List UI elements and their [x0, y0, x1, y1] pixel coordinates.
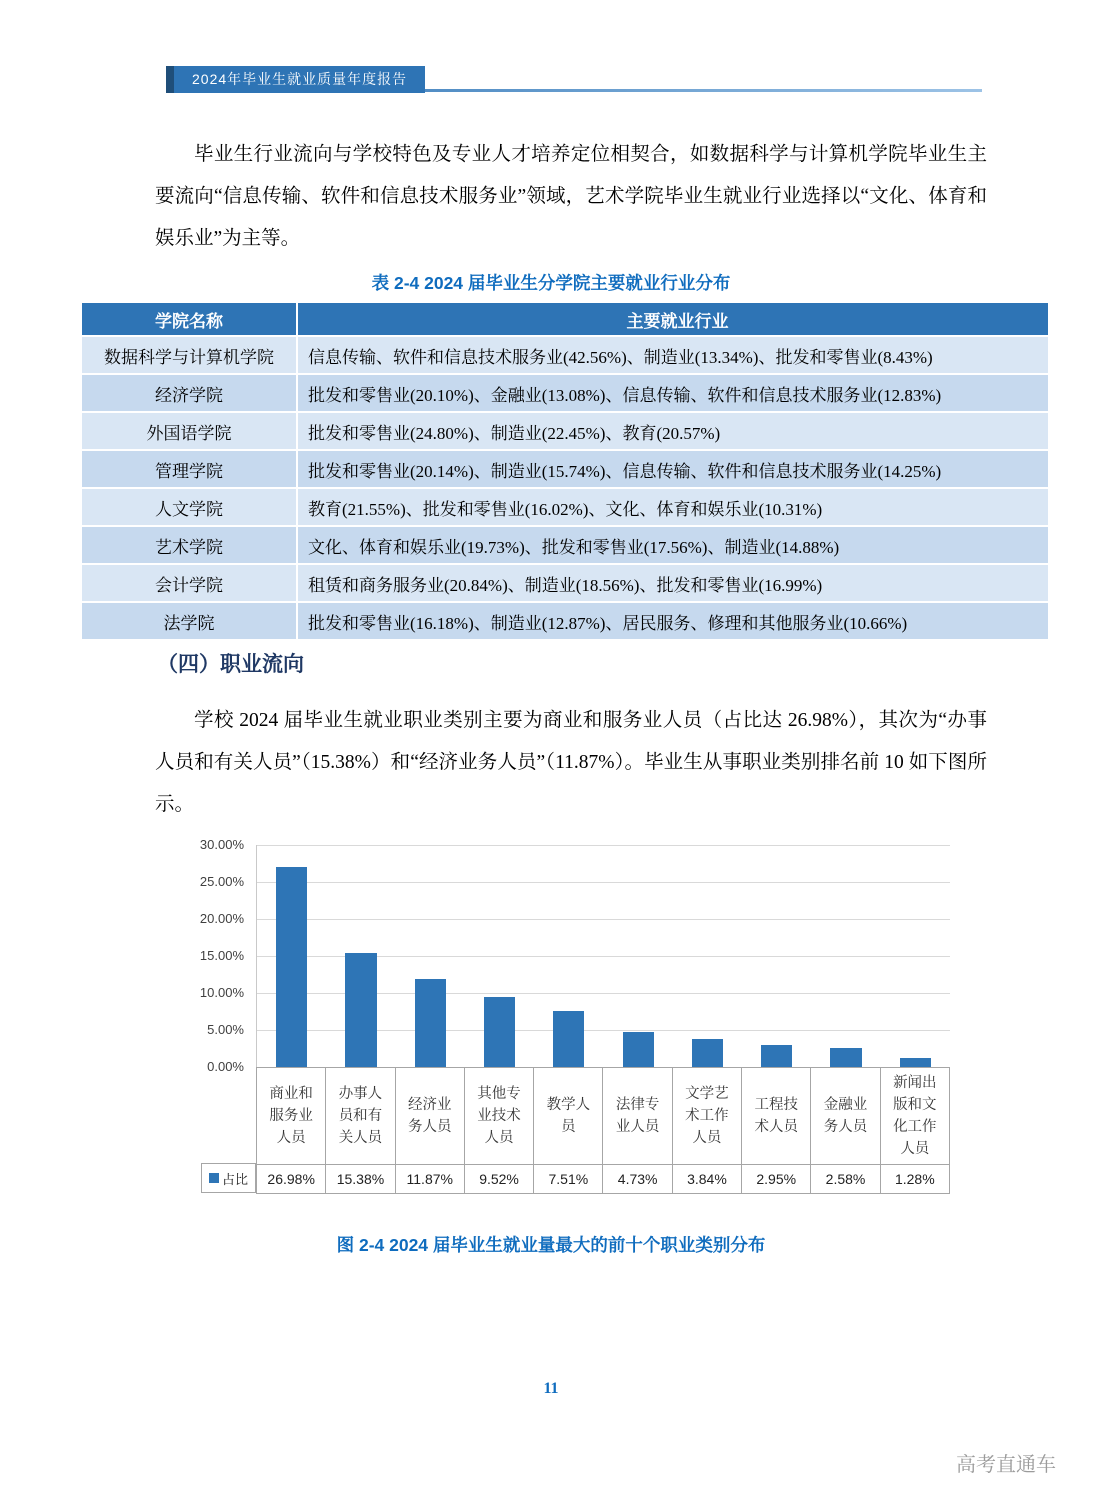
- bar: [484, 997, 515, 1067]
- chart-value-row-wrap: [221, 1164, 950, 1194]
- bar-column: [534, 845, 603, 1067]
- chart-category-row: [256, 1067, 950, 1165]
- legend-color-swatch: [209, 1173, 219, 1183]
- industry-cell: 文化、体育和娱乐业(19.73%)、批发和零售业(17.56%)、制造业(14.88%): [297, 526, 1049, 564]
- bar-column: [742, 845, 811, 1067]
- table-row: [81, 374, 1049, 412]
- college-name-cell: 经济学院: [81, 374, 297, 412]
- chart-value-row: [256, 1164, 950, 1194]
- y-tick-label: 20.00%: [199, 910, 244, 926]
- college-name-cell: 法学院: [81, 602, 297, 640]
- industry-cell: 批发和零售业(20.10%)、金融业(13.08%)、信息传输、软件和信息技术服务业(12.83%): [297, 374, 1049, 412]
- chart-plot: [256, 845, 950, 1067]
- table-row: [81, 450, 1049, 488]
- bar: [692, 1039, 723, 1067]
- column-header-industry: 主要就业行业: [297, 302, 1049, 336]
- category-cell: 法律专业人员: [602, 1067, 672, 1165]
- college-name-cell: 人文学院: [81, 488, 297, 526]
- category-cell: 文学艺术工作人员: [672, 1067, 742, 1165]
- chart-main: [188, 837, 950, 1074]
- table-row: [81, 412, 1049, 450]
- figure-caption: 图 2-4 2024 届毕业生就业量最大的前十个职业类别分布: [336, 1235, 766, 1255]
- table-head: [81, 302, 1049, 336]
- industry-cell: 教育(21.55%)、批发和零售业(16.02%)、文化、体育和娱乐业(10.31%): [297, 488, 1049, 526]
- value-cell: 7.51%: [533, 1164, 603, 1194]
- college-industry-table: [80, 301, 1050, 641]
- y-tick-label: 0.00%: [207, 1059, 244, 1074]
- value-cell: 2.58%: [810, 1164, 880, 1194]
- category-cell: 工程技术人员: [741, 1067, 811, 1165]
- value-cell: 3.84%: [672, 1164, 742, 1194]
- industry-cell: 租赁和商务服务业(20.84%)、制造业(18.56%)、批发和零售业(16.99%): [297, 564, 1049, 602]
- section-paragraph: 学校 2024 届毕业生就业职业类别主要为商业和服务业人员（占比达 26.98%），其次为“办事人员和有关人员”（15.38%）和“经济业务人员”（11.87%）。毕业生从事职业类别排名前 10 如下图所示。: [155, 710, 987, 815]
- college-name-cell: 会计学院: [81, 564, 297, 602]
- table-row: [81, 602, 1049, 640]
- chart-legend: [201, 1163, 256, 1193]
- category-cell: 办事人员和有关人员: [325, 1067, 395, 1165]
- header-banner-title: 2024年毕业生就业质量年度报告: [174, 66, 425, 93]
- value-cell: 11.87%: [395, 1164, 465, 1194]
- college-name-cell: 艺术学院: [81, 526, 297, 564]
- column-header-college: 学院名称: [81, 302, 297, 336]
- bar: [415, 979, 446, 1067]
- table-row: [81, 336, 1049, 374]
- value-cell: 1.28%: [880, 1164, 950, 1194]
- college-table-body: [81, 336, 1049, 640]
- college-name-cell: 外国语学院: [81, 412, 297, 450]
- intro-paragraph: 毕业生行业流向与学校特色及专业人才培养定位相契合，如数据科学与计算机学院毕业生主要流向“信息传输、软件和信息技术服务业”领域，艺术学院毕业生就业行业选择以“文化、体育和娱乐业”为主等。: [155, 144, 987, 249]
- y-tick-label: 5.00%: [207, 1022, 244, 1037]
- category-cell: 其他专业技术人员: [464, 1067, 534, 1165]
- table-header-row: [81, 302, 1049, 336]
- chart-data-table: [221, 1067, 950, 1194]
- watermark: 高考直通车: [956, 1454, 1056, 1476]
- bar-column: [396, 845, 465, 1067]
- page-number: 11: [543, 1380, 559, 1397]
- college-name-cell: 数据科学与计算机学院: [81, 336, 297, 374]
- category-cell: 教学人员: [533, 1067, 603, 1165]
- industry-cell: 批发和零售业(16.18%)、制造业(12.87%)、居民服务、修理和其他服务业(10.66%): [297, 602, 1049, 640]
- chart-bars: [257, 845, 950, 1067]
- y-tick-label: 10.00%: [199, 984, 244, 1000]
- section-heading: （四）职业流向: [157, 653, 304, 676]
- value-cell: 4.73%: [602, 1164, 672, 1194]
- value-cell: 26.98%: [256, 1164, 326, 1194]
- bar: [900, 1058, 931, 1067]
- bar-chart: [188, 837, 950, 1194]
- bar-column: [465, 845, 534, 1067]
- category-cell: 新闻出版和文化工作人员: [880, 1067, 950, 1165]
- bar-column: [257, 845, 326, 1067]
- y-tick-label: 30.00%: [199, 837, 244, 852]
- bar: [276, 867, 307, 1067]
- y-tick-label: 15.00%: [199, 948, 244, 963]
- value-cell: 2.95%: [741, 1164, 811, 1194]
- legend-label: 占比: [221, 1171, 248, 1187]
- industry-cell: 批发和零售业(24.80%)、制造业(22.45%)、教育(20.57%): [297, 412, 1049, 450]
- industry-cell: 信息传输、软件和信息技术服务业(42.56%)、制造业(13.34%)、批发和零售业(8.43%): [297, 336, 1049, 374]
- chart-y-axis: [188, 837, 250, 1074]
- bar-column: [881, 845, 950, 1067]
- header-accent-bar: [166, 66, 174, 93]
- bar: [553, 1011, 584, 1067]
- bar-column: [326, 845, 395, 1067]
- value-cell: 15.38%: [325, 1164, 395, 1194]
- industry-cell: 批发和零售业(20.14%)、制造业(15.74%)、信息传输、软件和信息技术服务业(14.25%): [297, 450, 1049, 488]
- bar-column: [811, 845, 880, 1067]
- bar: [830, 1048, 861, 1067]
- bar: [345, 953, 376, 1067]
- value-cell: 9.52%: [464, 1164, 534, 1194]
- table-row: [81, 526, 1049, 564]
- bar-column: [673, 845, 742, 1067]
- category-cell: 金融业务人员: [810, 1067, 880, 1165]
- bar: [761, 1045, 792, 1067]
- category-cell: 经济业务人员: [395, 1067, 465, 1165]
- table-row: [81, 564, 1049, 602]
- page-header: [166, 66, 982, 96]
- college-name-cell: 管理学院: [81, 450, 297, 488]
- table-row: [81, 488, 1049, 526]
- bar: [623, 1032, 654, 1067]
- y-tick-label: 25.00%: [199, 873, 244, 889]
- category-cell: 商业和服务业人员: [256, 1067, 326, 1165]
- bar-column: [603, 845, 672, 1067]
- table-title: 表 2-4 2024 届毕业生分学院主要就业行业分布: [371, 273, 731, 293]
